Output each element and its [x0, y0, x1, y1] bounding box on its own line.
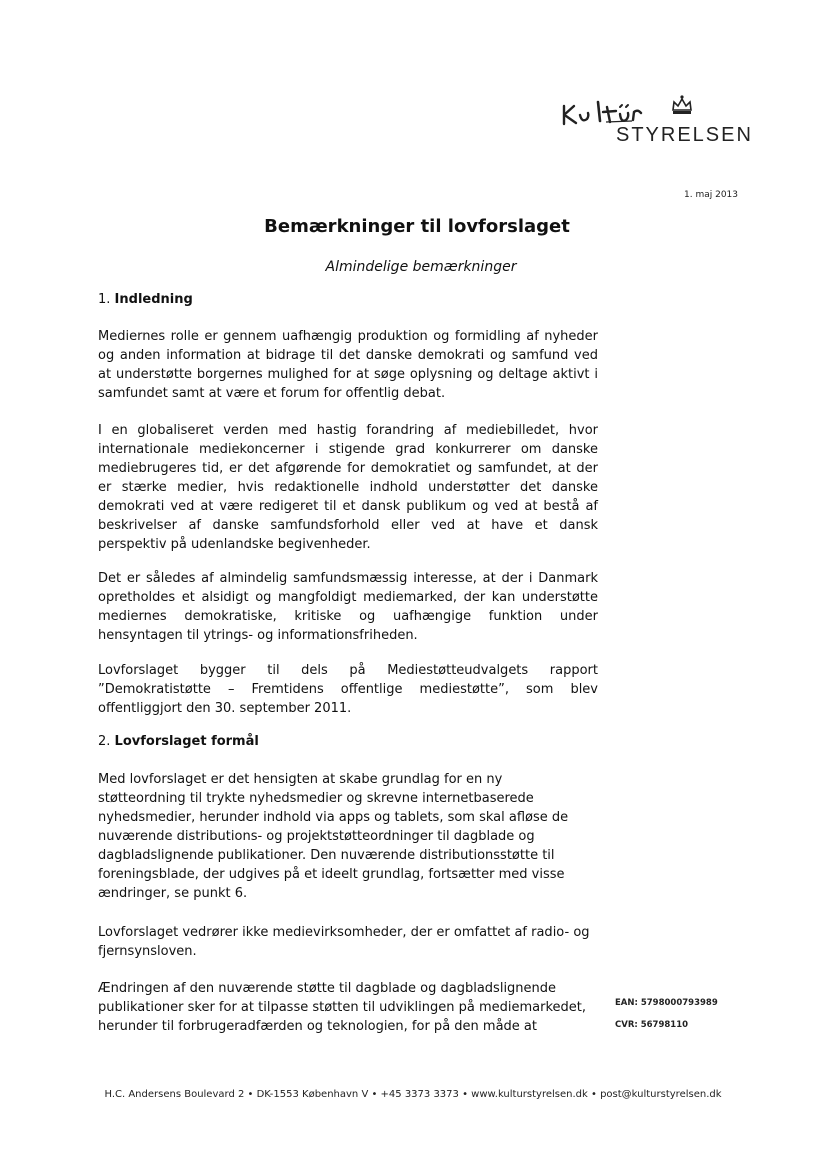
text-line: Med lovforslaget er det hensigten at skabe grundlag for en ny [98, 772, 503, 787]
text-line: nyhedsmedier, herunder indhold via apps og tablets, som skal afløse de [98, 810, 569, 825]
text-line: mediebrugeres tid, er det afgørende for demokratiet og samfundet, at der [98, 461, 598, 476]
kulturstyrelsen-logo [554, 92, 754, 152]
paragraph-intro-2 [98, 421, 598, 554]
cvr-number: CVR: 56798110 [615, 1020, 689, 1030]
paragraph-purpose-2 [98, 923, 598, 961]
document-date: 1. maj 2013 [684, 190, 738, 200]
text-line: I en globaliseret verden med hastig forandring af mediebilledet, hvor [98, 423, 598, 438]
document-subtitle: Almindelige bemærkninger [325, 259, 517, 275]
paragraph-purpose-3 [98, 979, 598, 1036]
text-line: dagbladslignende publikationer. Den nuværende distributionsstøtte til [98, 848, 555, 863]
text-line: nuværende distributions- og projektstøtteordninger til dagblade og [98, 829, 535, 844]
text-line: ændringer, se punkt 6. [98, 886, 248, 901]
text-line: støtteordning til trykte nyhedsmedier og skrevne internetbaserede [98, 791, 534, 806]
section-heading-2 [98, 734, 259, 749]
text-line: er stærke medier, hvis redaktionelle indhold understøtter det danske [98, 480, 598, 495]
text-line: herunder til forbrugeradfærden og teknologien, for på den måde at [98, 1019, 537, 1034]
text-line: offentliggjort den 30. september 2011. [98, 701, 352, 716]
document-title: Bemærkninger til lovforslaget [264, 216, 570, 237]
text-line: fjernsynsloven. [98, 944, 197, 959]
paragraph-intro-4 [98, 661, 598, 718]
text-line: opretholdes et alsidigt og mangfoldigt mediemarked, der kan understøtte [98, 590, 598, 605]
text-line: internationale mediekoncerner i stigende grad konkurrerer om danske [98, 442, 598, 457]
text-line: hensyntagen til ytrings- og informationsfriheden. [98, 628, 418, 643]
section-number: 1. [98, 292, 111, 307]
footer-contact: H.C. Andersens Boulevard 2 • DK-1553 København V • +45 3373 3373 • www.kulturstyrelsen.dk • post@kulturstyrelsen.dk [104, 1089, 722, 1100]
logo-wordmark: STYRELSEN [616, 124, 753, 146]
text-line: at understøtte borgernes mulighed for at søge oplysning og deltage aktivt i [98, 367, 598, 382]
section-heading-1 [98, 292, 193, 307]
section-number: 2. [98, 734, 111, 749]
text-line: samfundet samt at være et forum for offentlig debat. [98, 386, 446, 401]
text-line: mediernes demokratiske, kritiske og uafhængige funktion under [98, 609, 598, 624]
text-line: Lovforslaget vedrører ikke medievirksomheder, der er omfattet af radio- og [98, 925, 590, 940]
section-title: Lovforslaget formål [114, 734, 259, 749]
text-line: foreningsblade, der udgives på et ideelt grundlag, fortsætter med visse [98, 867, 565, 882]
text-line: beskrivelser af danske samfundsforhold eller ved at have et dansk [98, 518, 598, 533]
text-line: og anden information at bidrage til det danske demokrati og samfund ved [98, 348, 598, 363]
text-line: Det er således af almindelig samfundsmæssig interesse, at der i Danmark [98, 571, 598, 586]
text-line: demokrati ved at være redigeret til et dansk publikum og ved at bestå af [98, 499, 598, 514]
text-line: ”Demokratistøtte – Fremtidens offentlige mediestøtte”, som blev [98, 682, 598, 697]
section-title: Indledning [114, 292, 193, 307]
text-line: perspektiv på udenlandske begivenheder. [98, 537, 371, 552]
crown-icon [670, 94, 694, 120]
paragraph-intro-3 [98, 569, 598, 645]
text-line: Mediernes rolle er gennem uafhængig produktion og formidling af nyheder [98, 329, 598, 344]
text-line: publikationer sker for at tilpasse støtten til udviklingen på mediemarkedet, [98, 1000, 586, 1015]
paragraph-purpose-1 [98, 770, 598, 903]
text-line: Ændringen af den nuværende støtte til dagblade og dagbladslignende [98, 981, 557, 996]
paragraph-intro-1 [98, 327, 598, 403]
ean-number: EAN: 5798000793989 [615, 998, 718, 1008]
text-line: Lovforslaget bygger til dels på Mediestøtteudvalgets rapport [98, 663, 598, 678]
